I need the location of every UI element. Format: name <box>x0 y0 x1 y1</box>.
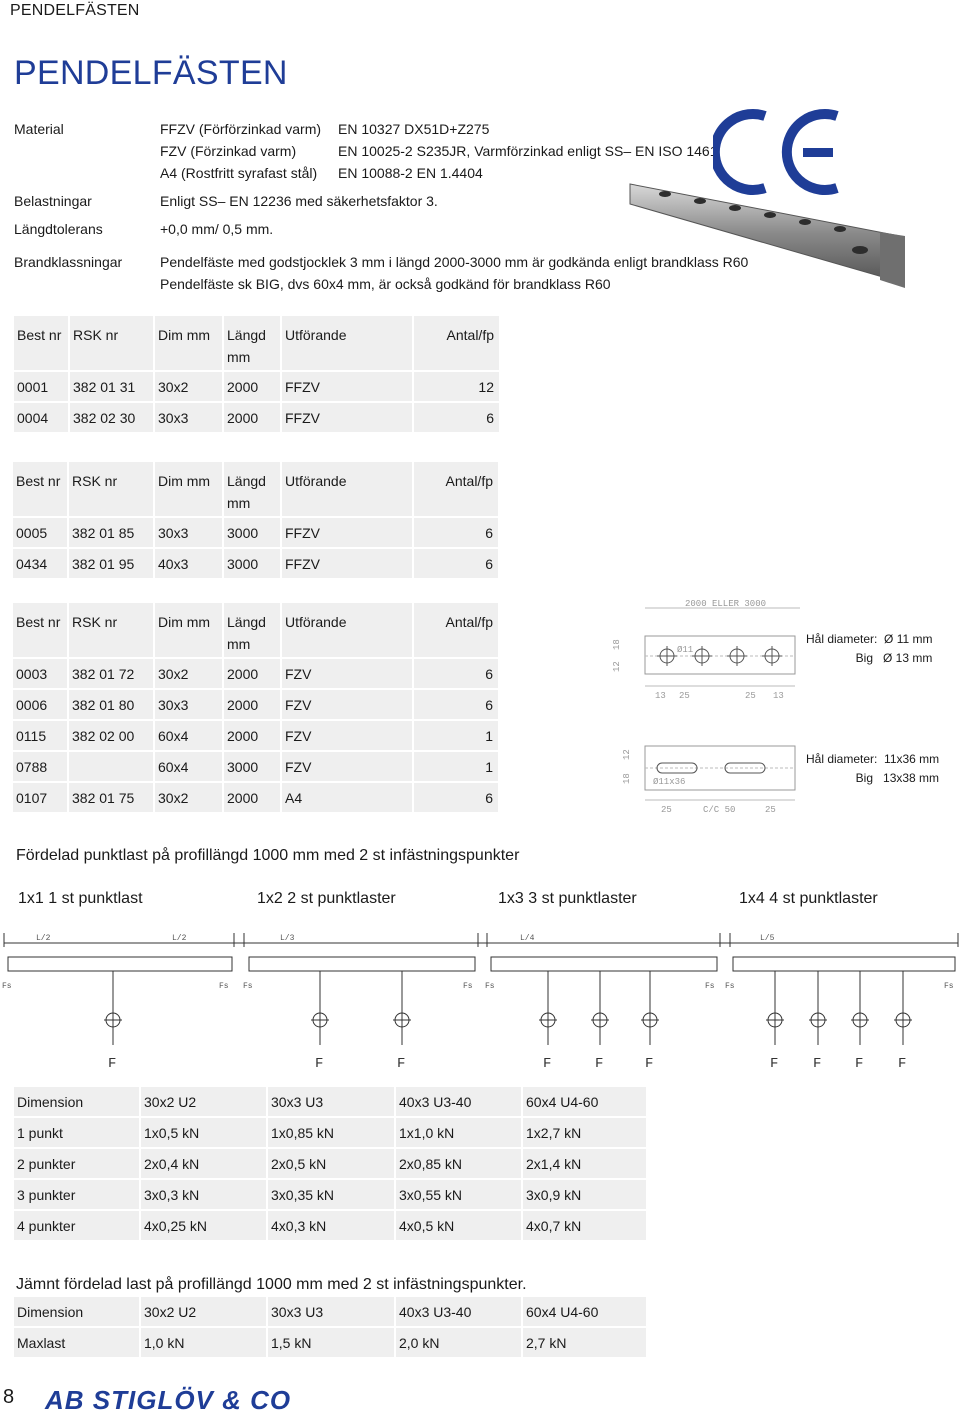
force-label: F <box>770 1056 779 1072</box>
force-label: F <box>543 1056 552 1072</box>
cell: 30x2 U2 <box>140 1086 267 1117</box>
force-label: F <box>397 1056 406 1072</box>
cell: 4x0,7 kN <box>522 1210 647 1241</box>
cell: 2x0,85 kN <box>395 1148 522 1179</box>
hole-label: Hål diameter: <box>806 632 878 646</box>
cell: FZV <box>282 657 414 688</box>
drawing-side-dim: 18 <box>612 639 622 650</box>
cell: 1x0,5 kN <box>140 1117 267 1148</box>
span-label: L/4 <box>520 934 535 943</box>
col-dim: Dim mm <box>155 316 224 370</box>
brand-label: Brandklassningar <box>14 254 123 270</box>
page-header: PENDELFÄSTEN <box>10 2 140 19</box>
hole-info-1 <box>806 630 933 668</box>
drawing-hole-label: Ø11 <box>677 645 694 655</box>
cell: FFZV <box>282 370 414 401</box>
cell: 3x0,35 kN <box>267 1179 395 1210</box>
col-langd <box>224 462 282 516</box>
hole-label: Hål diameter: <box>806 752 878 766</box>
hole-drawing-round <box>605 594 800 706</box>
cell: 2,7 kN <box>522 1327 647 1358</box>
cell: 0107 <box>13 781 69 812</box>
fs-label: Fs <box>705 982 715 991</box>
span-label: L/3 <box>280 934 295 943</box>
cell: 382 01 85 <box>69 516 155 547</box>
cell: 1,5 kN <box>267 1327 395 1358</box>
col-dim: Dim mm <box>155 462 224 516</box>
cell: 4x0,25 kN <box>140 1210 267 1241</box>
cell: 4x0,3 kN <box>267 1210 395 1241</box>
cell: 6 <box>414 688 500 719</box>
drawing-dim: C/C 50 <box>703 805 736 815</box>
cell: 382 01 72 <box>69 657 155 688</box>
col-antal: Antal/fp <box>414 316 501 370</box>
cell: 30x3 U3 <box>267 1296 395 1327</box>
material-name: FZV (Förzinkad varm) <box>160 143 297 159</box>
cell: 60x4 U4-60 <box>522 1086 647 1117</box>
fs-label: Fs <box>944 982 954 991</box>
cell: 0434 <box>13 547 69 578</box>
cell: 6 <box>414 657 500 688</box>
material-std: EN 10327 DX51D+Z275 <box>338 121 490 137</box>
col-rsk: RSK nr <box>69 462 155 516</box>
cell: 2x1,4 kN <box>522 1148 647 1179</box>
drawing-length-label: 2000 ELLER 3000 <box>685 599 767 609</box>
cell: 2000 <box>224 401 282 432</box>
drawing-side-dim: 12 <box>622 749 632 760</box>
cell: 2000 <box>224 688 282 719</box>
col-rsk: RSK nr <box>70 316 155 370</box>
cell: 6 <box>414 547 500 578</box>
table-header-row <box>14 316 501 370</box>
cell: 30x2 <box>155 370 224 401</box>
big-value: 13x38 mm <box>883 771 940 785</box>
col-utf: Utförande <box>282 316 414 370</box>
drawing-side-dim: 12 <box>612 661 622 672</box>
table-row <box>13 1210 647 1241</box>
company-logo: AB STIGLÖV & CO <box>45 1385 292 1413</box>
table-row <box>13 1148 647 1179</box>
table-header-row <box>13 1086 647 1117</box>
cell: 0005 <box>13 516 69 547</box>
cell: 0788 <box>13 750 69 781</box>
col-rsk: RSK nr <box>69 603 155 657</box>
cell: 4x0,5 kN <box>395 1210 522 1241</box>
case-label: 1x2 2 st punktlaster <box>257 890 396 907</box>
cell: 30x3 U3 <box>267 1086 395 1117</box>
cell <box>69 750 155 781</box>
table-header-row <box>13 603 500 657</box>
table-row <box>13 750 500 781</box>
cell: 30x2 <box>155 657 224 688</box>
col-antal: Antal/fp <box>414 603 500 657</box>
col-best: Best nr <box>13 603 69 657</box>
cell: FZV <box>282 719 414 750</box>
table-row <box>14 401 501 432</box>
cell: 3 punkter <box>13 1179 140 1210</box>
fs-label: Fs <box>463 982 473 991</box>
col-utf: Utförande <box>282 603 414 657</box>
cell: 382 01 75 <box>69 781 155 812</box>
cell: 1x0,85 kN <box>267 1117 395 1148</box>
cell: 30x2 <box>155 781 224 812</box>
drawing-dim: 25 <box>765 805 776 815</box>
product-table-3 <box>13 603 500 812</box>
table-row <box>13 1327 647 1358</box>
force-label: F <box>898 1056 907 1072</box>
material-name: A4 (Rostfritt syrafast stål) <box>160 165 318 181</box>
span-label: L/5 <box>760 934 775 943</box>
drawing-dim: 13 <box>655 691 666 701</box>
material-name: FFZV (Förförzinkad varm) <box>160 121 322 137</box>
table-row <box>13 1117 647 1148</box>
cell: 382 01 80 <box>69 688 155 719</box>
force-label: F <box>108 1056 117 1072</box>
langd-value: +0,0 mm/ 0,5 mm. <box>160 221 274 237</box>
cell: FZV <box>282 688 414 719</box>
force-label: F <box>813 1056 822 1072</box>
force-label: F <box>855 1056 864 1072</box>
drawing-side-dim: 18 <box>622 773 632 784</box>
table-row <box>13 781 500 812</box>
col-antal: Antal/fp <box>414 462 500 516</box>
force-label: F <box>645 1056 654 1072</box>
cell: FFZV <box>282 547 414 578</box>
cell: 382 01 95 <box>69 547 155 578</box>
drawing-dim: 25 <box>745 691 756 701</box>
fs-label: Fs <box>485 982 495 991</box>
cell: 2000 <box>224 370 282 401</box>
drawing-dim: 25 <box>661 805 672 815</box>
cell: 60x4 <box>155 750 224 781</box>
table-row <box>13 1179 647 1210</box>
span-label: L/2 <box>172 934 187 943</box>
force-label: F <box>595 1056 604 1072</box>
uniform-load-table <box>12 1295 648 1359</box>
case-label: 1x3 3 st punktlaster <box>498 890 637 907</box>
table-row <box>13 657 500 688</box>
cell: 1 <box>414 719 500 750</box>
big-label: Big <box>855 771 873 785</box>
cell: A4 <box>282 781 414 812</box>
col-langd <box>224 603 282 657</box>
big-label: Big <box>855 651 873 665</box>
anchor-icon <box>104 1013 912 1027</box>
cell: 1 <box>414 750 500 781</box>
cell: 3000 <box>224 750 282 781</box>
cell: 3x0,9 kN <box>522 1179 647 1210</box>
col-langd-1: Längd <box>227 614 266 630</box>
brand-line1: Pendelfäste med godstjocklek 3 mm i längd 2000-3000 mm är godkända enligt brandklass R60 <box>160 254 749 270</box>
hole-value: Ø 11 mm <box>884 632 933 646</box>
cell: 3000 <box>224 547 282 578</box>
fs-label: Fs <box>725 982 735 991</box>
hole-drawing-slot <box>605 738 800 820</box>
cell: 30x3 <box>155 516 224 547</box>
cell: 40x3 <box>155 547 224 578</box>
cell: 30x2 U2 <box>140 1296 267 1327</box>
cell: 6 <box>414 781 500 812</box>
table-header-row <box>13 462 500 516</box>
case-label: 1x1 1 st punktlast <box>18 890 143 907</box>
cell: 0006 <box>13 688 69 719</box>
cell: FFZV <box>282 516 414 547</box>
material-std: EN 10025-2 S235JR, Varmförzinkad enligt SS– EN ISO 1461 <box>338 143 718 159</box>
drawing-hole-label: Ø11x36 <box>653 777 686 787</box>
table-row <box>13 719 500 750</box>
cell: 1,0 kN <box>140 1327 267 1358</box>
belastningar-value: Enligt SS– EN 12236 med säkerhetsfaktor 3. <box>160 193 438 209</box>
cell: 60x4 <box>155 719 224 750</box>
point-load-table <box>12 1085 648 1242</box>
page-number: 8 <box>3 1386 15 1408</box>
cell: 40x3 U3-40 <box>395 1086 522 1117</box>
big-value: Ø 13 mm <box>883 651 933 665</box>
product-table-2 <box>13 462 500 578</box>
col-langd-1: Längd <box>227 473 266 489</box>
product-table-1 <box>14 316 501 432</box>
col-langd-2: mm <box>227 636 251 652</box>
cell: 2,0 kN <box>395 1327 522 1358</box>
brand-line2: Pendelfäste sk BIG, dvs 60x4 mm, är också godkänd för brandklass R60 <box>160 276 611 292</box>
col-dim: Dim mm <box>155 603 224 657</box>
col-langd <box>224 316 282 370</box>
page-title: PENDELFÄSTEN <box>14 54 288 92</box>
cell: 2x0,4 kN <box>140 1148 267 1179</box>
cell: 0004 <box>14 401 70 432</box>
cell: 3x0,3 kN <box>140 1179 267 1210</box>
cell: 2 punkter <box>13 1148 140 1179</box>
case-label: 1x4 4 st punktlaster <box>739 890 878 907</box>
cell: 3x0,55 kN <box>395 1179 522 1210</box>
cell: 3000 <box>224 516 282 547</box>
cell: 1x1,0 kN <box>395 1117 522 1148</box>
cell: 382 02 30 <box>70 401 155 432</box>
cell: 1 punkt <box>13 1117 140 1148</box>
belastningar-label: Belastningar <box>14 193 92 209</box>
cell: 40x3 U3-40 <box>395 1296 522 1327</box>
col-langd-2: mm <box>227 495 251 511</box>
col-best: Best nr <box>13 462 69 516</box>
hole-info-2 <box>806 750 939 788</box>
fs-label: Fs <box>219 982 229 991</box>
drawing-dim: 13 <box>773 691 784 701</box>
cell: Dimension <box>13 1296 140 1327</box>
material-label: Material <box>14 121 64 137</box>
load-case-diagram <box>0 925 960 1075</box>
cell: 60x4 U4-60 <box>522 1296 647 1327</box>
cell: 2000 <box>224 719 282 750</box>
col-utf: Utförande <box>282 462 414 516</box>
force-label: F <box>315 1056 324 1072</box>
cell: 382 02 00 <box>69 719 155 750</box>
col-best: Best nr <box>14 316 70 370</box>
cell: 1x2,7 kN <box>522 1117 647 1148</box>
cell: 2000 <box>224 657 282 688</box>
table-row <box>14 370 501 401</box>
ce-mark-icon <box>713 108 843 198</box>
cell: FFZV <box>282 401 414 432</box>
cell: 0003 <box>13 657 69 688</box>
cell: 4 punkter <box>13 1210 140 1241</box>
cell: FZV <box>282 750 414 781</box>
span-label: L/2 <box>36 934 51 943</box>
cell: 2x0,5 kN <box>267 1148 395 1179</box>
table-header-row <box>13 1296 647 1327</box>
cell: 0115 <box>13 719 69 750</box>
langd-label: Längdtolerans <box>14 221 103 237</box>
cell: 6 <box>414 516 500 547</box>
cell: Dimension <box>13 1086 140 1117</box>
fs-label: Fs <box>243 982 253 991</box>
table-row <box>13 688 500 719</box>
cell: 2000 <box>224 781 282 812</box>
section-heading-point-load: Fördelad punktlast på profillängd 1000 mm med 2 st infästningspunkter <box>16 847 520 864</box>
col-langd-1: Längd <box>227 327 266 343</box>
cell: 30x3 <box>155 401 224 432</box>
cell: 12 <box>414 370 501 401</box>
section-heading-uniform-load: Jämnt fördelad last på profillängd 1000 mm med 2 st infästningspunkter. <box>16 1276 527 1293</box>
table-row <box>13 547 500 578</box>
cell: 30x3 <box>155 688 224 719</box>
material-std: EN 10088-2 EN 1.4404 <box>338 165 483 181</box>
cell: Maxlast <box>13 1327 140 1358</box>
cell: 6 <box>414 401 501 432</box>
col-langd-2: mm <box>227 349 251 365</box>
table-row <box>13 516 500 547</box>
drawing-dim: 25 <box>679 691 690 701</box>
cell: 0001 <box>14 370 70 401</box>
hole-value: 11x36 mm <box>884 752 940 766</box>
fs-label: Fs <box>2 982 12 991</box>
cell: 382 01 31 <box>70 370 155 401</box>
